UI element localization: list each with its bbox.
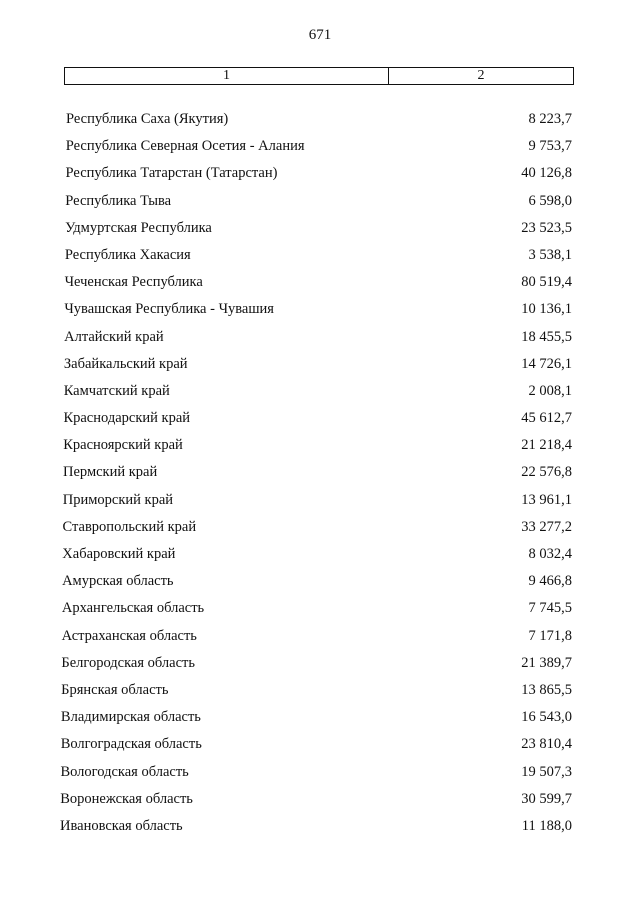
region-value: 30 599,7 xyxy=(521,790,572,807)
region-value: 80 519,4 xyxy=(521,274,572,291)
region-name: Удмуртская Республика xyxy=(65,219,212,236)
region-name: Забайкальский край xyxy=(63,355,188,372)
region-value: 13 961,1 xyxy=(521,491,572,508)
region-value: 7 171,8 xyxy=(528,627,572,644)
table-row xyxy=(0,301,640,328)
region-value: 7 745,5 xyxy=(528,600,572,617)
region-name: Владимирская область xyxy=(60,709,201,726)
region-value: 18 455,5 xyxy=(521,328,572,345)
region-value: 9 466,8 xyxy=(528,573,572,590)
region-name: Республика Тыва xyxy=(65,192,172,209)
region-value: 14 726,1 xyxy=(521,355,572,372)
table-row xyxy=(0,736,640,763)
table-row xyxy=(0,628,640,655)
region-name: Камчатский край xyxy=(63,382,170,399)
region-name: Красноярский край xyxy=(63,437,183,454)
table-row xyxy=(0,600,640,627)
region-name: Брянская область xyxy=(61,681,169,698)
region-name: Республика Татарстан (Татарстан) xyxy=(65,165,278,182)
region-name: Воронежская область xyxy=(60,790,193,807)
region-name: Белгородская область xyxy=(61,654,195,671)
region-value: 8 223,7 xyxy=(528,111,572,127)
region-name: Волгоградская область xyxy=(60,736,202,753)
region-value: 21 389,7 xyxy=(521,654,572,671)
table-row xyxy=(0,329,640,356)
table-row xyxy=(0,519,640,546)
region-name: Республика Саха (Якутия) xyxy=(66,111,229,127)
region-name: Приморский край xyxy=(62,491,174,508)
region-value: 33 277,2 xyxy=(521,518,572,535)
table-row xyxy=(0,682,640,709)
region-value: 3 538,1 xyxy=(528,246,572,263)
table-row xyxy=(0,764,640,791)
table-row xyxy=(0,437,640,464)
region-value: 16 543,0 xyxy=(521,709,572,726)
table-row xyxy=(0,573,640,600)
region-name: Хабаровский край xyxy=(62,546,176,562)
region-name: Чеченская Республика xyxy=(64,274,203,291)
table-row xyxy=(0,138,640,165)
region-value: 13 865,5 xyxy=(521,681,572,698)
page-number: 671 xyxy=(308,27,332,43)
table-row xyxy=(0,247,640,274)
table-row xyxy=(0,193,640,220)
region-name: Алтайский край xyxy=(64,328,164,345)
table-header xyxy=(64,67,574,85)
table-row xyxy=(0,220,640,247)
table-row xyxy=(0,818,640,845)
region-value: 9 753,7 xyxy=(528,138,572,155)
table-row xyxy=(0,546,640,573)
region-name: Пермский край xyxy=(63,464,158,481)
region-value: 8 032,4 xyxy=(528,546,572,562)
region-value: 21 218,4 xyxy=(521,437,572,454)
table-row xyxy=(0,111,640,138)
table-row xyxy=(0,165,640,192)
table-row xyxy=(0,492,640,519)
region-value: 11 188,0 xyxy=(521,817,572,834)
region-name: Краснодарский край xyxy=(63,410,191,427)
region-value: 10 136,1 xyxy=(521,301,572,318)
table-row xyxy=(0,709,640,736)
region-name: Астраханская область xyxy=(61,627,197,644)
table-row xyxy=(0,356,640,383)
table-row xyxy=(0,791,640,818)
region-name: Вологодская область xyxy=(60,763,189,780)
table-row xyxy=(0,655,640,682)
region-name: Архангельская область xyxy=(61,600,205,617)
column-header-1: 1 xyxy=(65,68,389,84)
column-header-2: 2 xyxy=(477,68,485,83)
region-value: 19 507,3 xyxy=(521,763,572,780)
region-name: Республика Северная Осетия - Алания xyxy=(65,138,305,155)
region-value: 40 126,8 xyxy=(521,165,572,182)
region-value: 2 008,1 xyxy=(528,382,572,399)
table-row xyxy=(0,410,640,437)
table-row xyxy=(0,274,640,301)
region-value: 6 598,0 xyxy=(528,192,572,209)
region-value: 45 612,7 xyxy=(521,410,572,427)
table-row xyxy=(0,383,640,410)
region-name: Ивановская область xyxy=(60,817,183,834)
region-value: 23 523,5 xyxy=(521,219,572,236)
region-name: Ставропольский край xyxy=(62,518,197,535)
region-name: Республика Хакасия xyxy=(64,246,191,263)
table-row xyxy=(0,464,640,491)
region-name: Чувашская Республика - Чувашия xyxy=(64,301,274,318)
region-name: Амурская область xyxy=(62,573,174,590)
region-value: 23 810,4 xyxy=(521,736,572,753)
table-body xyxy=(0,111,640,845)
region-value: 22 576,8 xyxy=(521,464,572,481)
